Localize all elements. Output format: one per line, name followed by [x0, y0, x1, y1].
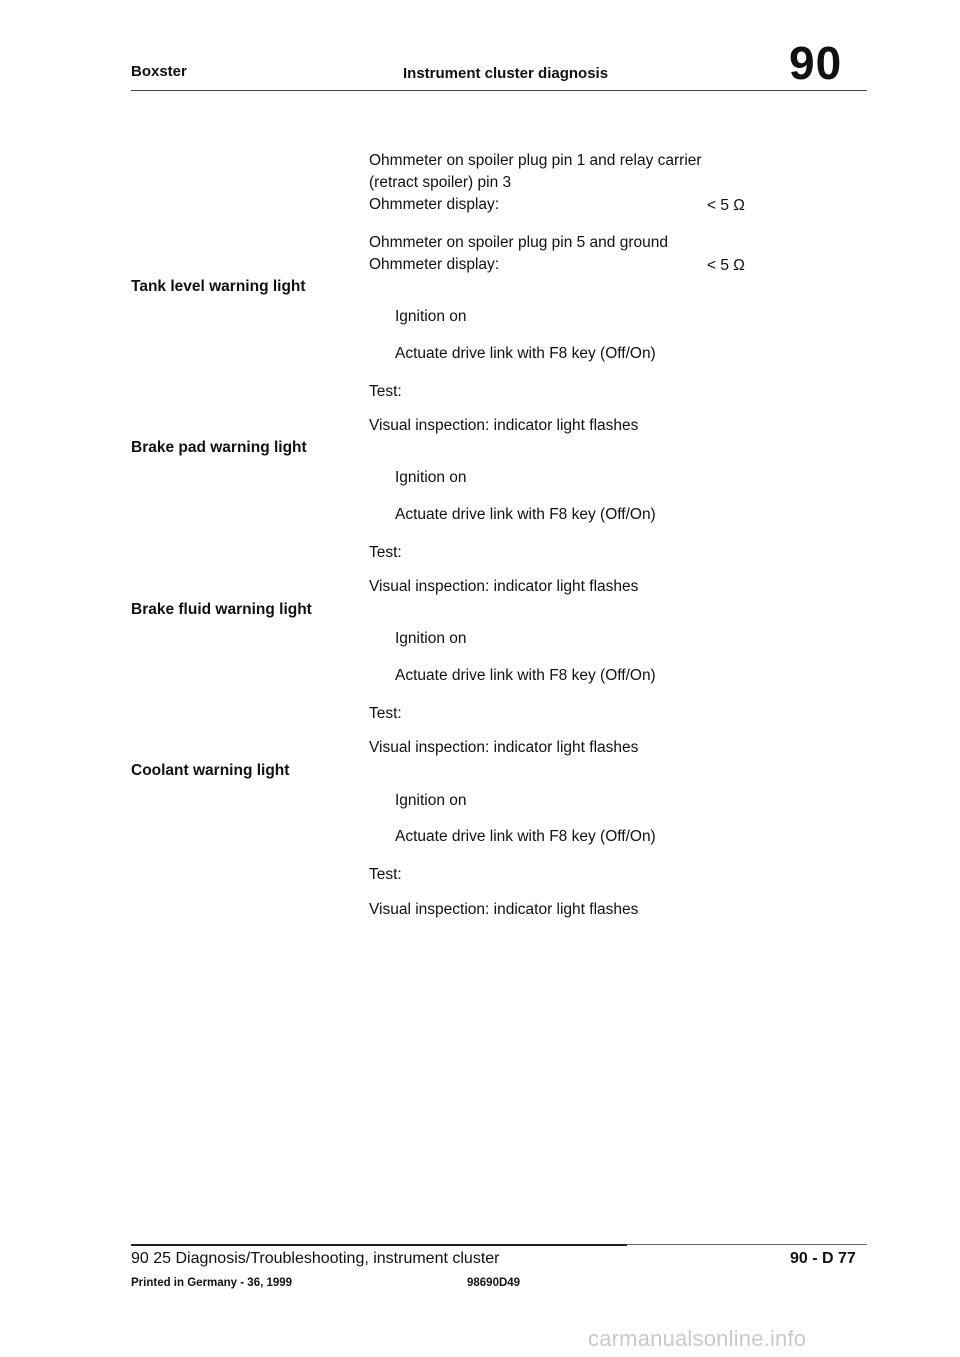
test-result: Visual inspection: indicator light flashes — [369, 417, 639, 434]
header-divider — [131, 90, 867, 91]
test-result: Visual inspection: indicator light flashes — [369, 578, 639, 595]
step-ignition-on: Ignition on — [395, 308, 467, 325]
ohmmeter-display-label-1: Ohmmeter display: — [369, 196, 500, 213]
section-title-coolant: Coolant warning light — [131, 762, 290, 779]
watermark: carmanualsonline.info — [588, 1326, 807, 1351]
footer-divider — [131, 1244, 627, 1246]
section-title-tank-level: Tank level warning light — [131, 278, 306, 295]
step-actuate-drive-link: Actuate drive link with F8 key (Off/On) — [395, 345, 656, 362]
step-actuate-drive-link: Actuate drive link with F8 key (Off/On) — [395, 667, 656, 684]
footer-title: 90 25 Diagnosis/Troubleshooting, instrument cluster — [131, 1250, 500, 1267]
footer-divider-thin — [627, 1244, 867, 1245]
intro-line-2: (retract spoiler) pin 3 — [369, 174, 512, 191]
footer-print-info: Printed in Germany - 36, 1999 — [131, 1277, 293, 1289]
test-result: Visual inspection: indicator light flashes — [369, 901, 639, 918]
intro-line-3: Ohmmeter on spoiler plug pin 5 and ground — [369, 234, 668, 251]
footer-page-number: 90 - D 77 — [790, 1250, 856, 1267]
test-label: Test: — [369, 866, 402, 883]
intro-line-1: Ohmmeter on spoiler plug pin 1 and relay carrier — [369, 152, 702, 169]
step-ignition-on: Ignition on — [395, 469, 467, 486]
header-title: Instrument cluster diagnosis — [403, 65, 609, 82]
test-label: Test: — [369, 705, 402, 722]
section-title-brake-fluid: Brake fluid warning light — [131, 601, 312, 618]
test-label: Test: — [369, 383, 402, 400]
test-result: Visual inspection: indicator light flashes — [369, 739, 639, 756]
header-brand: Boxster — [131, 63, 187, 80]
step-actuate-drive-link: Actuate drive link with F8 key (Off/On) — [395, 828, 656, 845]
step-ignition-on: Ignition on — [395, 630, 467, 647]
step-ignition-on: Ignition on — [395, 792, 467, 809]
section-title-brake-pad: Brake pad warning light — [131, 439, 307, 456]
test-label: Test: — [369, 544, 402, 561]
ohmmeter-display-value-2: < 5 Ω — [707, 257, 745, 274]
header-section-number: 90 — [789, 37, 843, 89]
ohmmeter-display-value-1: < 5 Ω — [707, 197, 745, 214]
ohmmeter-display-label-2: Ohmmeter display: — [369, 256, 500, 273]
footer-document-code: 98690D49 — [467, 1277, 521, 1289]
step-actuate-drive-link: Actuate drive link with F8 key (Off/On) — [395, 506, 656, 523]
